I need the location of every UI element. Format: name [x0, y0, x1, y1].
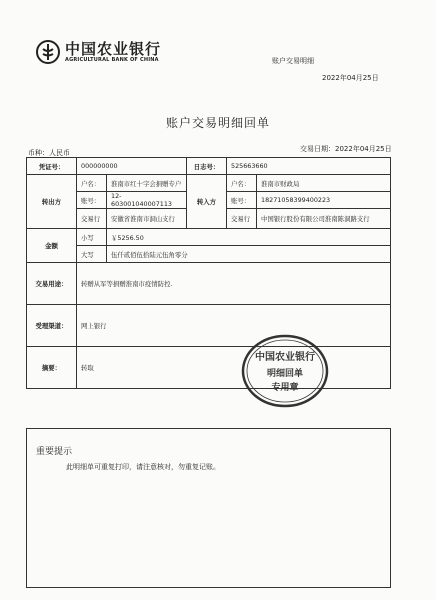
notice-text: 此明细单可重复打印，请注意核对，勿重复记账。: [66, 463, 220, 471]
summary-label: 摘要：: [27, 347, 77, 389]
trade-date: 交易日期：2022年04月25日: [300, 145, 392, 153]
journal-label: 日志号：: [187, 158, 227, 175]
official-stamp: [240, 332, 330, 410]
transaction-table: [26, 157, 391, 389]
payee-account-label: 账号：: [227, 192, 257, 209]
payer-account-label: 账号：: [77, 192, 107, 209]
payee-name-label: 户名：: [227, 175, 257, 192]
stamp-line1: 中国农业银行: [255, 352, 315, 363]
abc-logo-icon: [36, 40, 60, 64]
payer-label: 转出方: [27, 175, 77, 229]
bank-name-cn: 中国农业银行: [65, 40, 162, 58]
stamp-line2: 明细回单: [266, 369, 304, 379]
payer-name: 淮南市红十字会捐赠专户: [107, 175, 187, 192]
payee-branch: 中国银行股份有限公司淮南陈洞路支行: [257, 209, 391, 229]
voucher-no: 000000000: [77, 158, 187, 175]
journal-no: 525663660: [227, 158, 391, 175]
payee-branch-label: 交易行: [227, 209, 257, 229]
channel-label: 受理渠道：: [27, 305, 77, 347]
channel-value: 网上银行: [77, 305, 391, 347]
payer-name-label: 户名：: [77, 175, 107, 192]
summary-value: 转取: [77, 347, 391, 389]
amount-large: 伍仟贰佰伍拾陆元伍角零分: [107, 246, 391, 263]
doc-type: 账户交易明细: [272, 57, 314, 65]
stamp-line3: 专用章: [271, 383, 299, 393]
notice-title: 重要提示: [36, 447, 73, 457]
header-date: 2022年04月25日: [322, 74, 379, 82]
purpose-value: 转赠从军等捐赠淮南市疫情防控.: [77, 263, 391, 305]
amount-label: 金额: [27, 229, 77, 263]
payer-branch-label: 交易行: [77, 209, 107, 229]
notice-box: [26, 428, 391, 588]
currency: 币种：人民币: [28, 149, 70, 157]
payee-account: 18271058399400223: [257, 192, 391, 209]
payee-name: 淮南市财政局: [257, 175, 391, 192]
payee-label: 转入方: [187, 175, 227, 229]
amount-large-label: 大写: [77, 246, 107, 263]
payer-branch: 安徽省淮南市洞山支行: [107, 209, 187, 229]
purpose-label: 交易用途：: [27, 263, 77, 305]
amount-small-label: 小写: [77, 229, 107, 246]
page-title: 账户交易明细回单: [165, 116, 270, 130]
bank-name-en: AGRICULTURAL BANK OF CHINA: [65, 57, 159, 63]
bank-logo: [36, 40, 161, 64]
voucher-label: 凭证号：: [27, 158, 77, 175]
payer-account: 12-603001040007113: [107, 192, 187, 209]
amount-small: ￥5256.50: [107, 229, 391, 246]
